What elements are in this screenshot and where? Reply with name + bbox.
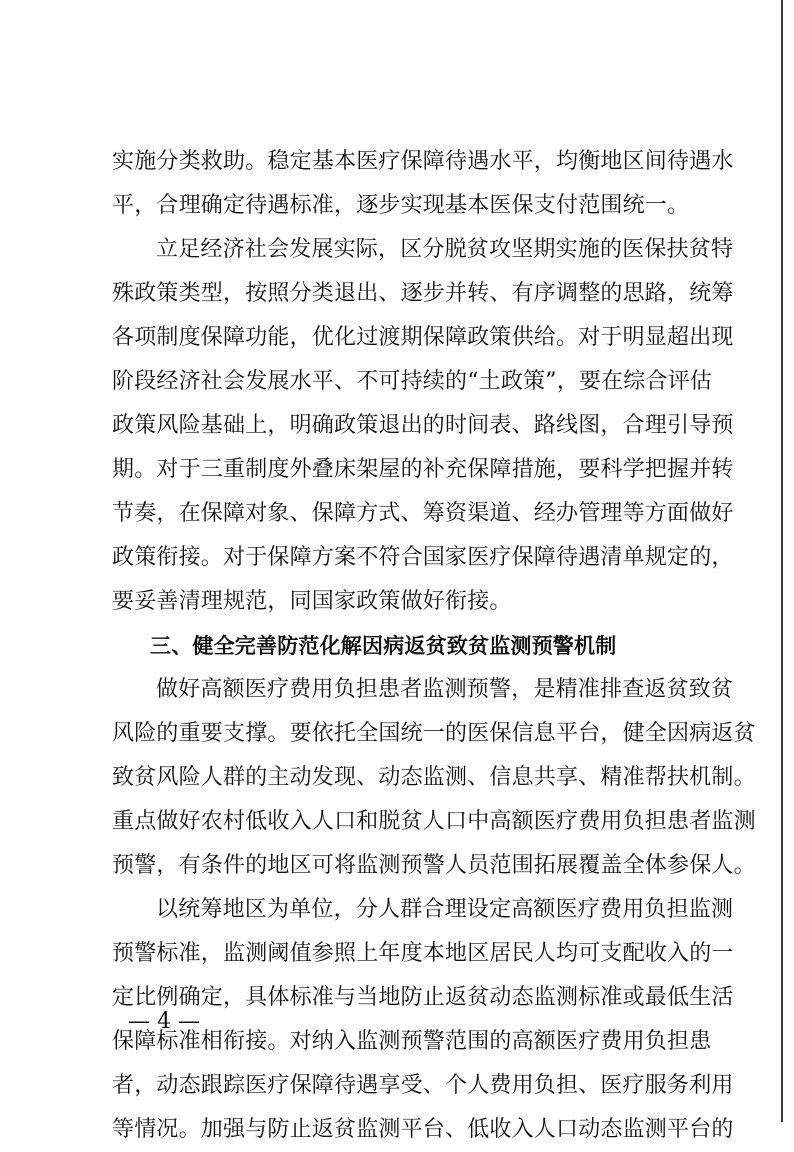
text-line: 政策风险基础上，明确政策退出的时间表、路线图，合理引导预 [112,413,734,438]
text-line: 致贫风险人群的主动发现、动态监测、信息共享、精准帮扶机制。 [112,765,756,790]
text-line: 预警，有条件的地区可将监测预警人员范围拓展覆盖全体参保人。 [112,853,756,878]
page-edge-line [781,0,783,1122]
section-heading: 三、健全完善防范化解因病返贫致贫监测预警机制 [150,634,617,658]
text-line: 预警标准，监测阈值参照上年度本地区居民人均可支配收入的一 [112,941,734,966]
text-line: 阶段经济社会发展水平、不可持续的“土政策”，要在综合评估 [112,369,713,394]
text-line: 期。对于三重制度外叠床架屋的补充保障措施，要科学把握并转 [112,457,734,482]
text-line: 定比例确定，具体标准与当地防止返贫动态监测标准或最低生活 [112,985,734,1010]
text-line: 风险的重要支撑。要依托全国统一的医保信息平台，健全因病返贫 [112,721,756,746]
text-line: 殊政策类型，按照分类退出、逐步并转、有序调整的思路，统筹 [112,281,734,306]
page-number: — 4 — [128,1009,200,1034]
text-line: 以统筹地区为单位，分人群合理设定高额医疗费用负担监测 [156,897,734,922]
paragraph-3 [112,668,756,888]
text-line: 平，合理确定待遇标准，逐步实现基本医保支付范围统一。 [112,193,690,218]
text-line: 各项制度保障功能，优化过渡期保障政策供给。对于明显超出现 [112,325,734,350]
text-line: 要妥善清理规范，同国家政策做好衔接。 [112,589,512,614]
text-line: 保障标准相衔接。对纳入监测预警范围的高额医疗费用负担患 [112,1029,712,1054]
text-line: 等情况。加强与防止返贫监测平台、低收入人口动态监测平台的 [112,1117,734,1142]
text-line: 立足经济社会发展实际，区分脱贫攻坚期实施的医保扶贫特 [156,237,734,262]
text-line: 实施分类救助。稳定基本医疗保障待遇水平，均衡地区间待遇水 [112,149,734,174]
text-line: 重点做好农村低收入人口和脱贫人口中高额医疗费用负担患者监测 [112,809,756,834]
text-line: 者，动态跟踪医疗保障待遇享受、个人费用负担、医疗服务利用 [112,1073,734,1098]
paragraph-2 [112,228,734,624]
text-line: 节奏，在保障对象、保障方式、筹资渠道、经办管理等方面做好 [112,501,734,526]
paragraph-1 [112,140,734,228]
text-line: 政策衔接。对于保障方案不符合国家医疗保障待遇清单规定的， [112,545,734,570]
text-line: 做好高额医疗费用负担患者监测预警，是精准排查返贫致贫 [156,677,734,702]
